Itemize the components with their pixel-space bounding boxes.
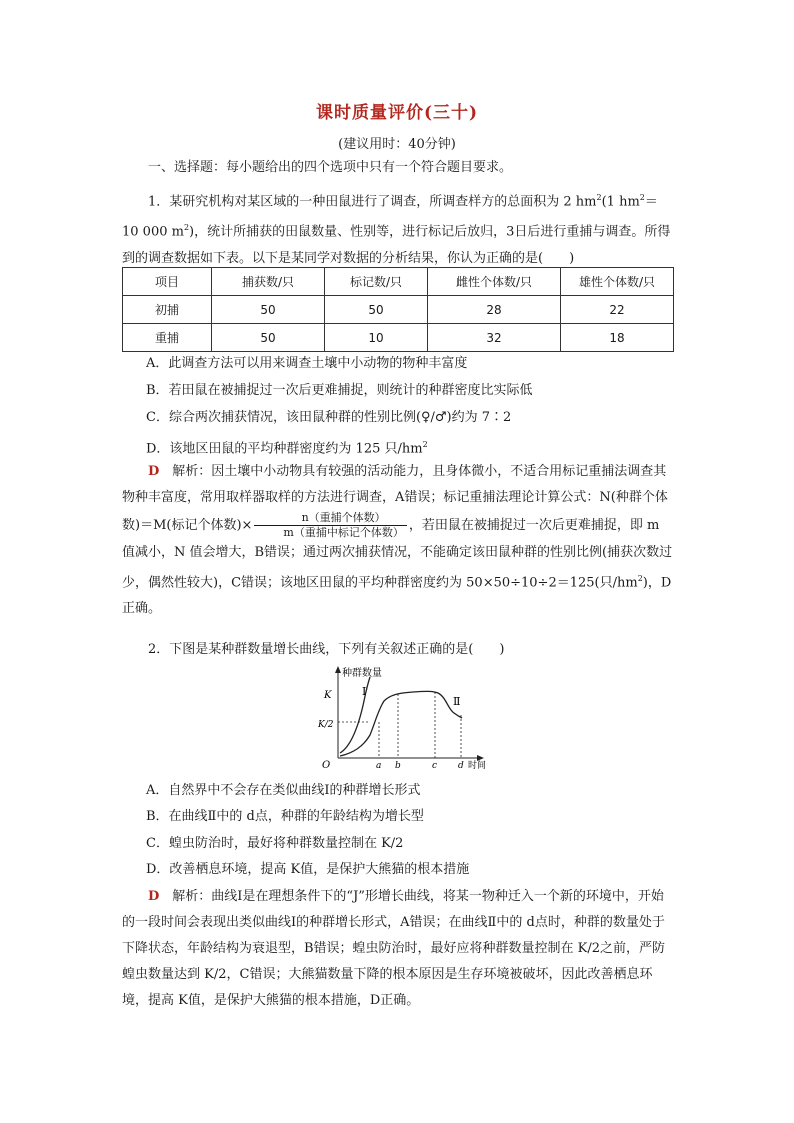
- table-header: 项目: [123, 268, 212, 296]
- q2-stem: 2．下图是某种群数量增长曲线，下列有关叙述正确的是( ): [148, 642, 505, 657]
- table-row: [123, 296, 674, 324]
- curve-1-label: Ⅰ: [362, 685, 367, 698]
- k-label: K: [324, 690, 332, 701]
- table-cell: 22: [561, 296, 674, 324]
- table-cell: 50: [212, 296, 325, 324]
- q1-option-b: B．若田鼠在被捕捉过一次后更难捕捉，则统计的种群密度比实际低: [146, 383, 533, 398]
- capture-formula-fraction: $\frac{\text{n（重捕个体数）}}{\text{m（重捕中标记个体数）}}$: [254, 511, 406, 540]
- table-header: 雄性个体数/只: [561, 268, 674, 296]
- q2-option-a: A．自然界中不会存在类似曲线Ⅰ的种群增长形式: [146, 783, 421, 798]
- table-cell: 50: [212, 324, 325, 352]
- q1-option-c: C．综合两次捕获情况，该田鼠种群的性别比例(♀/♂)约为 7∶2: [146, 410, 512, 425]
- tick-label-a: a: [376, 761, 382, 771]
- q1-stem: 1．某研究机构对某区域的一种田鼠进行了调查，所调查样方的总面积为 2 $hm^2(1$ $hm^2=10$ 000 $m^2$)，统计所捕获的田鼠数量、性别等，进行标记后放归，3日后进行重捕与调查。所得到的调查数据如下表。以下是某同学对数据的分析结果，你认为正确的是( ): [122, 193, 671, 266]
- origin-label: O: [322, 760, 331, 771]
- q2-option-c: C．蝗虫防治时，最好将种群数量控制在 K/2: [146, 836, 404, 851]
- population-growth-figure: [318, 665, 498, 775]
- table-header: 标记数/只: [325, 268, 428, 296]
- table-cell: 28: [428, 296, 561, 324]
- curve-2-label: Ⅱ: [453, 695, 461, 708]
- time-suggestion: (建议用时：40分钟): [338, 137, 456, 152]
- table-header-row: [123, 268, 674, 296]
- q1-option-d: D．该地区田鼠的平均种群密度约为 125 只$/hm^2$: [146, 440, 428, 457]
- q2-option-b: B．在曲线Ⅱ中的 d点，种群的年龄结构为增长型: [146, 809, 424, 824]
- x-axis-label: 时间: [468, 761, 487, 771]
- table-cell: 50: [325, 296, 428, 324]
- table-cell: 32: [428, 324, 561, 352]
- q2-option-d: D．改善栖息环境，提高 K值，是保护大熊猫的根本措施: [146, 862, 470, 877]
- q1-analysis: D 解析：因土壤中小动物具有较强的活动能力，且身体微小，不适合用标记重捕法调查其物种丰富度，常用取样器取样的方法进行调查，A错误；标记重捕法理论计算公式：N(种群个体数)＝M(标记个体数)× $\frac{\text{n（重捕个体数）}}{\text{m（重捕中标记个体数）}}$ ，若田鼠在被捕捉过一次后更难捕捉，即 m 值减小，N 值会增大，B错误；通过两次捕获情况，不能确定该田鼠种群的性别比例(捕获次数过少，偶然性较大)，C错误；该地区田鼠的平均种群密度约为 50×50÷10÷2＝125(只$/hm^2$)，D正确。: [122, 464, 673, 617]
- tick-label-c: c: [432, 761, 438, 771]
- section-heading: 一、选择题：每小题给出的四个选项中只有一个符合题目要求。: [148, 160, 513, 175]
- survey-data-table: [122, 267, 674, 352]
- table-cell: 初捕: [123, 296, 212, 324]
- q2-analysis: D 解析：曲线Ⅰ是在理想条件下的“J”形增长曲线，将某一物种迁入一个新的环境中，开始的一段时间会表现出类似曲线Ⅰ的种群增长形式，A错误；在曲线Ⅱ中的 d点时，种群的数量处于下降状态，年龄结构为衰退型，B错误；蝗虫防治时，最好应将种群数量控制在 K/2之前，严防蝗虫数量达到 K/2，C错误；大熊猫数量下降的根本原因是生存环境被破坏，因此改善栖息环境，提高 K值，是保护大熊猫的根本措施，D正确。: [122, 889, 666, 1008]
- table-cell: 10: [325, 324, 428, 352]
- tick-label-b: b: [395, 761, 401, 771]
- table-header: 雌性个体数/只: [428, 268, 561, 296]
- table-cell: 重捕: [123, 324, 212, 352]
- table-header: 捕获数/只: [212, 268, 325, 296]
- q1-answer: D: [148, 464, 160, 479]
- tick-label-d: d: [458, 761, 464, 771]
- q1-option-a: A．此调查方法可以用来调查土壤中小动物的物种丰富度: [146, 356, 468, 371]
- table-cell: 18: [561, 324, 674, 352]
- k-half-label: K/2: [318, 720, 334, 730]
- q2-answer: D: [148, 889, 160, 904]
- y-axis-label: 种群数量: [342, 668, 382, 679]
- population-growth-curves: [318, 665, 498, 771]
- page-title: 课时质量评价(三十): [315, 103, 479, 123]
- table-row: [123, 324, 674, 352]
- y-axis-arrow: [335, 666, 341, 673]
